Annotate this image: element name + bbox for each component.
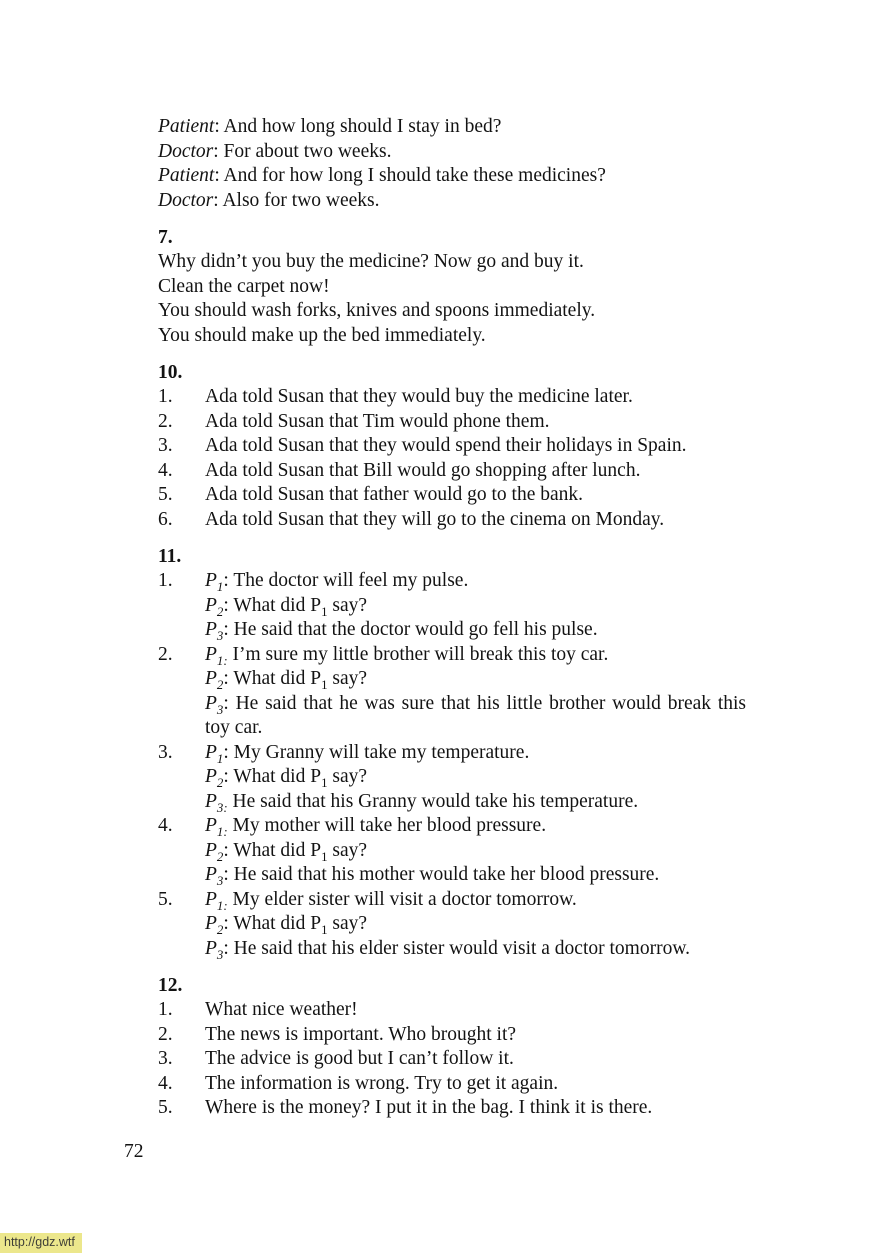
p-speaker-label [205, 913, 224, 937]
section-heading: 7. [158, 226, 173, 248]
p-letter: P [205, 570, 217, 591]
line-text: My mother will take her blood pressure. [232, 815, 547, 836]
p-letter: P [205, 766, 217, 787]
sentence-line: You should make up the bed immediately. [158, 324, 486, 346]
section-7 [158, 226, 746, 349]
p-letter: P [205, 619, 217, 640]
section-11-items [158, 569, 746, 961]
speaker-line [205, 863, 746, 888]
sentence-line: Why didn’t you buy the medicine? Now go and buy it. [158, 251, 584, 272]
p-letter: P [205, 741, 217, 763]
p-letter: P [205, 913, 217, 934]
p-speaker-label [205, 815, 228, 839]
item-text: The information is wrong. Try to get it again. [205, 1072, 559, 1094]
item-number: 2. [158, 643, 173, 665]
p-letter: P [205, 594, 217, 616]
p-subscript: 1: [216, 898, 228, 913]
p-letter: P [205, 790, 217, 812]
speaker-name: Doctor [158, 189, 214, 211]
label-separator: : [223, 692, 236, 714]
item-text: Ada told Susan that father would go to the bank. [205, 484, 584, 505]
label-separator: : [223, 766, 234, 787]
item-number: 1. [158, 999, 173, 1020]
speaker-line [205, 839, 746, 864]
label-separator: : [223, 619, 234, 640]
item-number: 4. [158, 1072, 173, 1094]
item-text: Ada told Susan that they will go to the cinema on Monday. [205, 508, 665, 530]
speaker-line [205, 937, 746, 962]
line-text: What did P [233, 839, 322, 861]
speaker-lines [205, 569, 746, 643]
p-subscript: 2 [216, 775, 224, 790]
label-separator: : [223, 864, 234, 885]
item-number: 3. [158, 741, 173, 763]
item-text: Ada told Susan that they would spend their holidays in Spain. [205, 435, 687, 456]
dialog-line [158, 189, 746, 214]
p-speaker-label [205, 668, 224, 692]
line-text-tail: say? [327, 839, 368, 861]
p-letter: P [205, 668, 217, 689]
item-number: 1. [158, 570, 173, 591]
section-12 [158, 974, 746, 1121]
p-subscript: 1 [216, 751, 224, 766]
page-content [158, 115, 746, 1121]
list-item [158, 741, 746, 815]
p-subscript: 1: [216, 653, 228, 668]
item-number: 6. [158, 508, 173, 530]
p-speaker-label [205, 692, 224, 717]
dialog-line [158, 140, 746, 165]
label-separator: : [223, 668, 234, 689]
line-text-tail: say? [327, 766, 368, 787]
p-speaker-label [205, 790, 228, 815]
item-number: 3. [158, 435, 173, 456]
list-item [158, 1047, 746, 1072]
line-text-tail: say? [327, 668, 368, 689]
dialog-text: And for how long I should take these medicines? [223, 165, 606, 186]
p-letter: P [205, 643, 217, 665]
item-number: 3. [158, 1048, 173, 1069]
line-text: My elder sister will visit a doctor tomorrow. [232, 888, 577, 910]
speaker-lines [205, 814, 746, 888]
inline-p-subscript: 1 [321, 775, 328, 790]
p-speaker-label [205, 937, 224, 962]
speaker-lines [205, 643, 746, 741]
list-item [158, 410, 746, 435]
p-speaker-label [205, 619, 224, 643]
item-number: 2. [158, 410, 173, 432]
speaker-separator: : [213, 189, 223, 211]
list-item [158, 1023, 746, 1048]
p-speaker-label [205, 864, 224, 888]
p-subscript: 3 [216, 873, 224, 888]
speaker-line [205, 814, 746, 839]
list-item [158, 1072, 746, 1097]
speaker-line [205, 765, 746, 790]
speaker-separator: : [213, 140, 224, 162]
section-7-lines [158, 250, 746, 348]
line-text: What did P [233, 766, 322, 787]
line-text: He said that he was sure that his little brother would break this toy car. [205, 692, 746, 738]
sentence-line: Clean the carpet now! [158, 275, 330, 297]
speaker-line [205, 569, 746, 594]
p-speaker-label [205, 888, 228, 913]
inline-p-subscript: 1 [321, 604, 328, 619]
line-text: What did P [233, 913, 322, 934]
p-speaker-label [205, 594, 224, 619]
dialog-text: Also for two weeks. [222, 189, 380, 211]
label-separator: : [223, 937, 234, 959]
section-heading: 10. [158, 361, 183, 383]
label-separator: : [223, 913, 234, 934]
item-number: 1. [158, 386, 173, 407]
speaker-line [205, 643, 746, 668]
dialog-line [158, 164, 746, 189]
speaker-separator: : [214, 165, 224, 186]
line-text: He said that his elder sister would visit a doctor tomorrow. [233, 937, 691, 959]
p-speaker-label [205, 766, 224, 790]
speaker-line [205, 888, 746, 913]
speaker-separator: : [214, 116, 224, 137]
p-subscript: 3 [216, 702, 224, 717]
p-letter: P [205, 937, 217, 959]
list-item [158, 508, 746, 533]
speaker-line [205, 741, 746, 766]
inline-p-subscript: 1 [321, 677, 328, 692]
p-subscript: 1: [216, 824, 228, 839]
dialog-line [158, 115, 746, 140]
speaker-line [205, 692, 746, 741]
item-number: 5. [158, 888, 173, 910]
line-text: What did P [233, 668, 322, 689]
p-speaker-label [205, 643, 228, 668]
speaker-line [205, 667, 746, 692]
p-subscript: 2 [216, 604, 224, 619]
section-10 [158, 361, 746, 533]
item-text: What nice weather! [205, 999, 358, 1020]
list-item [158, 459, 746, 484]
label-separator: : [223, 839, 234, 861]
p-letter: P [205, 839, 217, 861]
line-text: He said that his Granny would take his temperature. [232, 790, 639, 812]
p-speaker-label [205, 570, 224, 594]
p-subscript: 3: [216, 800, 228, 815]
item-number: 2. [158, 1023, 173, 1045]
item-number: 5. [158, 1097, 173, 1118]
speaker-name: Doctor [158, 140, 214, 162]
section-11 [158, 545, 746, 962]
line-text: I’m sure my little brother will break this toy car. [232, 643, 609, 665]
speaker-line [205, 912, 746, 937]
p-subscript: 2 [216, 922, 224, 937]
section-12-items [158, 998, 746, 1121]
speaker-line [205, 594, 746, 619]
inline-p-subscript: 1 [321, 922, 328, 937]
p-subscript: 1 [216, 579, 224, 594]
p-letter: P [205, 888, 217, 910]
speaker-name: Patient [158, 165, 215, 186]
dialog-text: And how long should I stay in bed? [223, 116, 502, 137]
inline-p-subscript: 1 [321, 849, 328, 864]
item-text: The advice is good but I can’t follow it. [205, 1048, 514, 1069]
section-heading: 12. [158, 974, 183, 996]
list-item [158, 814, 746, 888]
line-text-tail: say? [327, 594, 368, 616]
line-text: What did P [233, 594, 322, 616]
watermark-url: http://gdz.wtf [0, 1233, 82, 1253]
section-10-items [158, 385, 746, 532]
list-item [158, 385, 746, 410]
page-number: 72 [124, 1141, 144, 1162]
p-speaker-label [205, 741, 224, 766]
line-text: He said that his mother would take her blood pressure. [233, 864, 660, 885]
p-letter: P [205, 864, 217, 885]
line-text: The doctor will feel my pulse. [233, 570, 469, 591]
item-number: 5. [158, 484, 173, 505]
speaker-lines [205, 741, 746, 815]
dialog-text: For about two weeks. [223, 140, 392, 162]
p-letter: P [205, 692, 217, 714]
p-speaker-label [205, 839, 224, 864]
item-number: 4. [158, 459, 173, 481]
list-item [158, 998, 746, 1023]
section-heading: 11. [158, 545, 182, 567]
list-item [158, 483, 746, 508]
speaker-line [205, 790, 746, 815]
list-item [158, 1096, 746, 1121]
label-separator: : [223, 741, 234, 763]
list-item [158, 569, 746, 643]
item-text: Ada told Susan that Tim would phone them. [205, 410, 550, 432]
p-subscript: 3 [216, 628, 224, 643]
line-text: My Granny will take my temperature. [233, 741, 530, 763]
speaker-lines [205, 888, 746, 962]
label-separator: : [223, 570, 234, 591]
p-subscript: 2 [216, 849, 224, 864]
dialog-block [158, 115, 746, 213]
p-subscript: 2 [216, 677, 224, 692]
speaker-name: Patient [158, 116, 215, 137]
line-text-tail: say? [327, 913, 368, 934]
p-subscript: 3 [216, 947, 224, 962]
label-separator: : [223, 594, 234, 616]
speaker-line [205, 618, 746, 643]
item-text: Where is the money? I put it in the bag. I think it is there. [205, 1097, 653, 1118]
item-text: Ada told Susan that they would buy the medicine later. [205, 386, 633, 407]
sentence-line: You should wash forks, knives and spoons immediately. [158, 300, 596, 321]
item-number: 4. [158, 815, 173, 836]
item-text: Ada told Susan that Bill would go shopping after lunch. [205, 459, 641, 481]
line-text: He said that the doctor would go fell his pulse. [233, 619, 598, 640]
list-item [158, 434, 746, 459]
p-letter: P [205, 815, 217, 836]
list-item [158, 888, 746, 962]
list-item [158, 643, 746, 741]
item-text: The news is important. Who brought it? [205, 1023, 517, 1045]
